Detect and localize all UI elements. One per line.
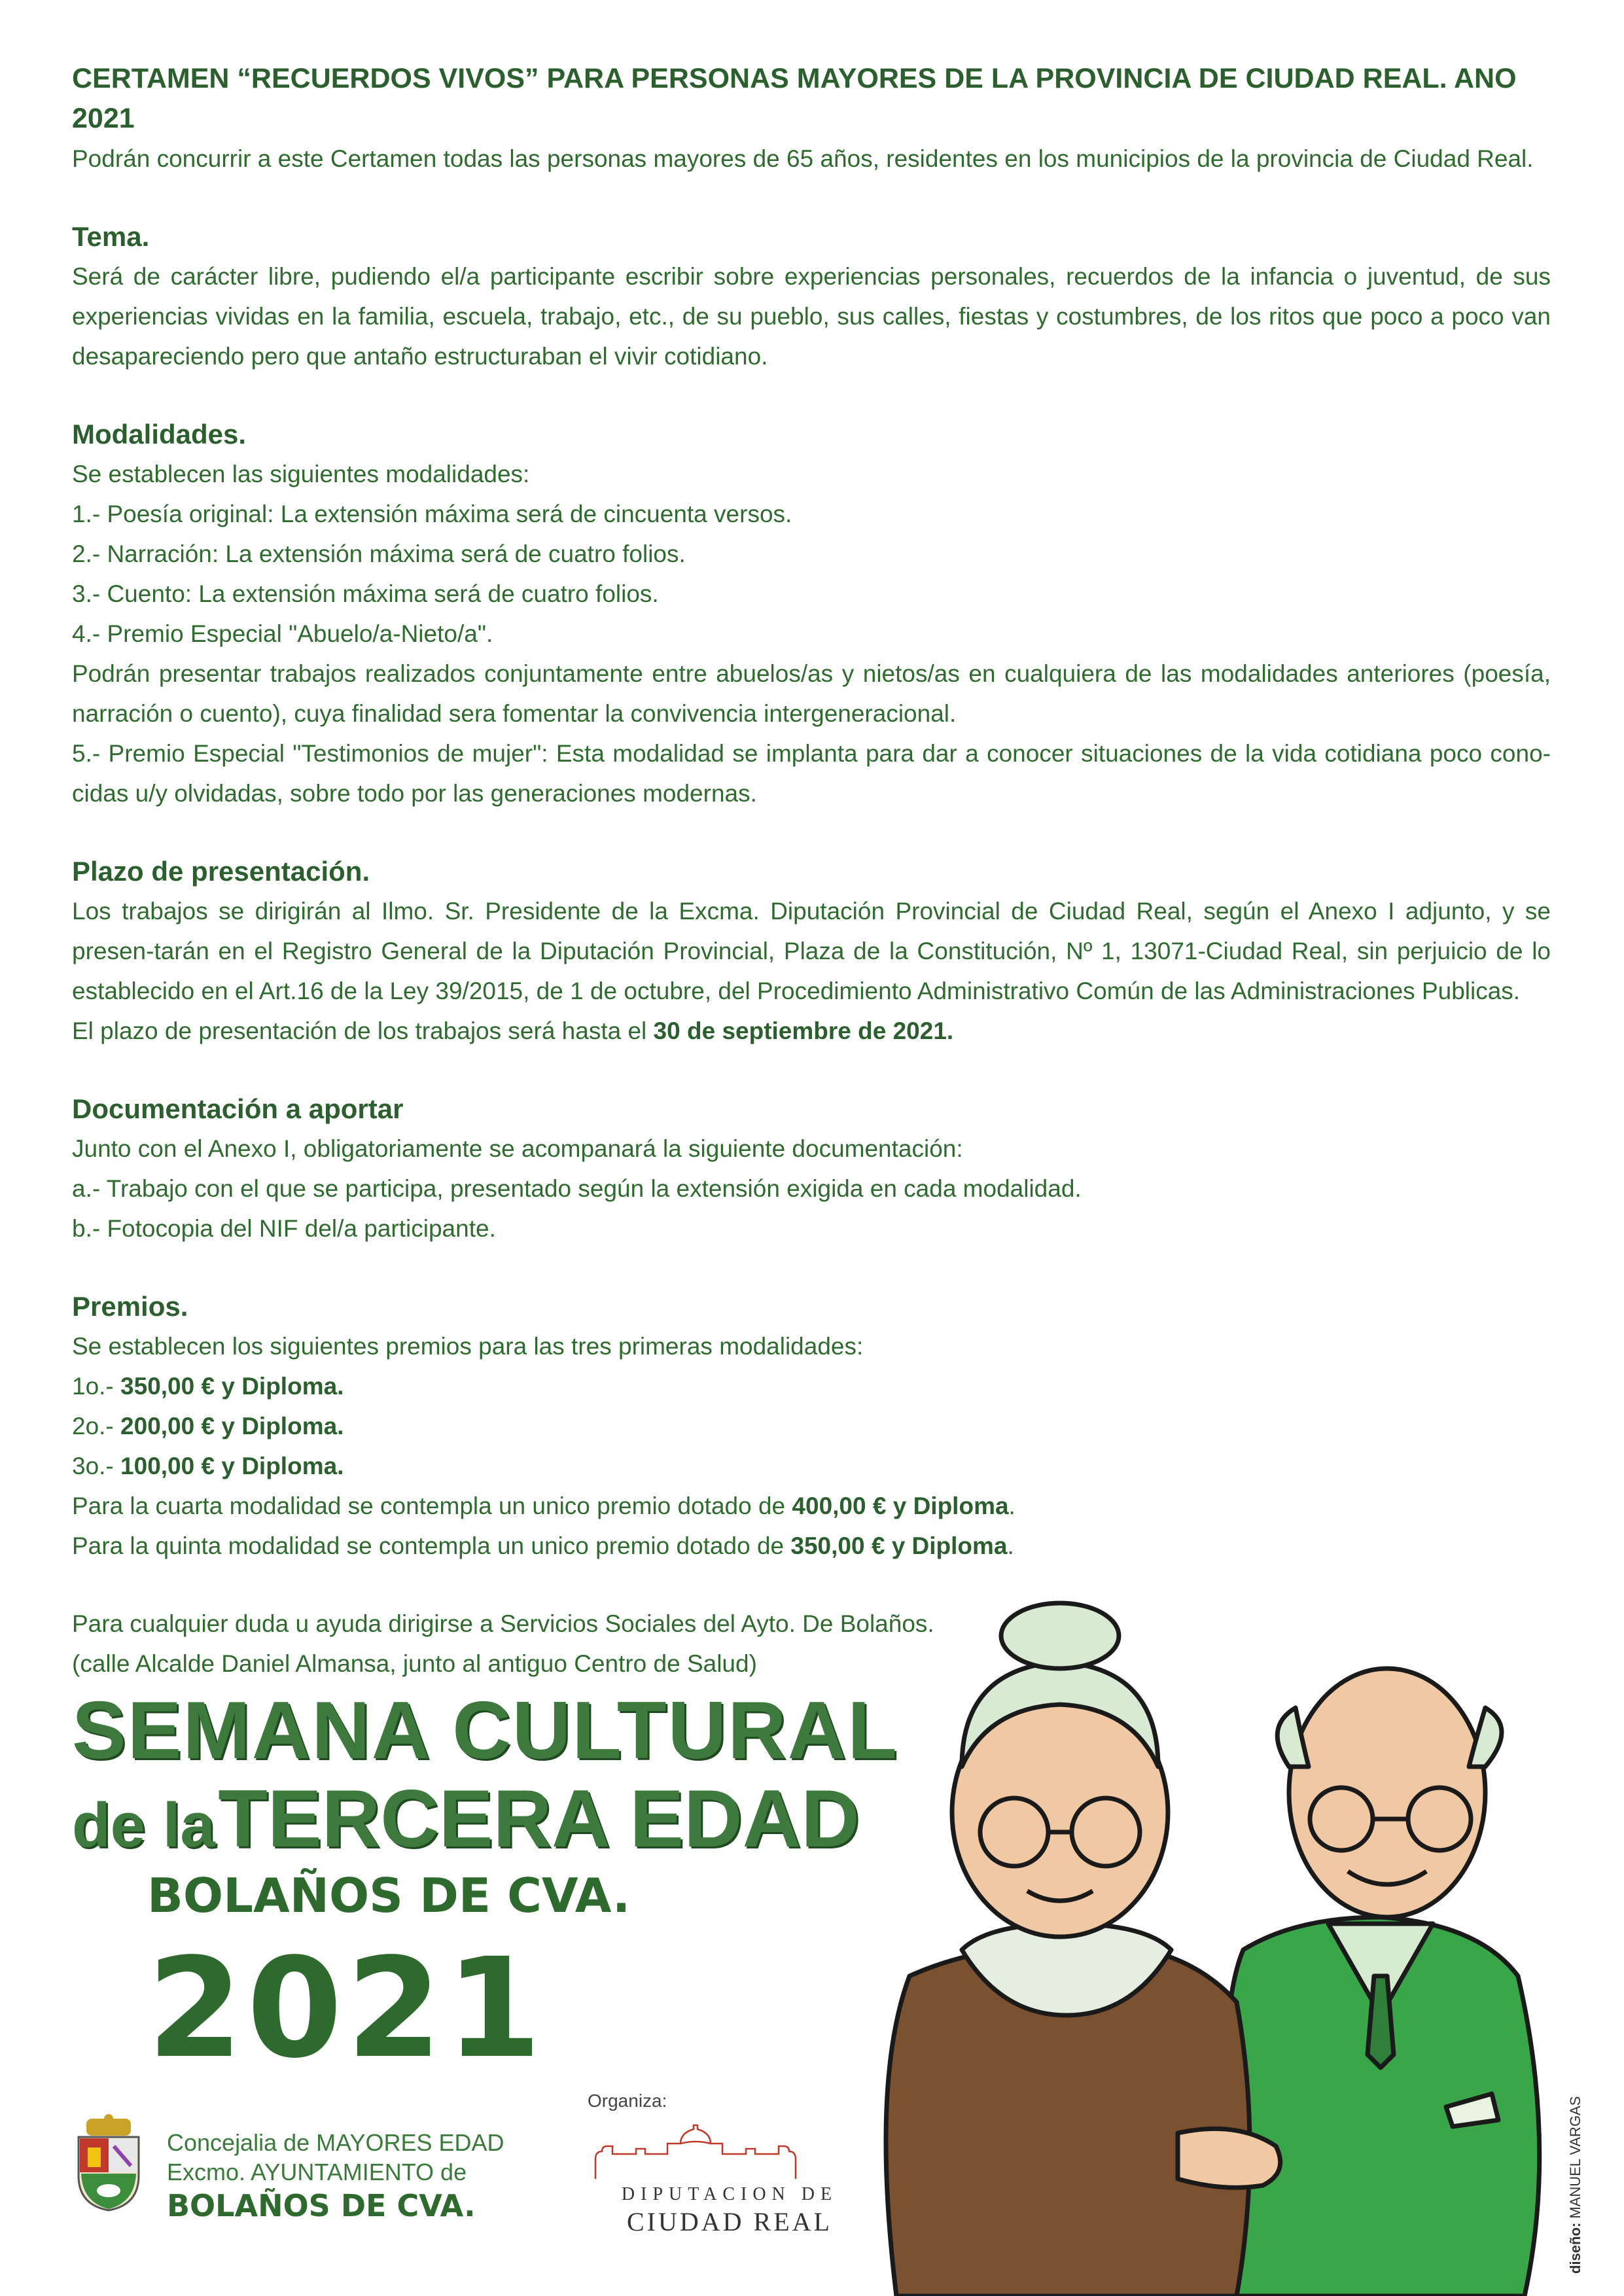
modalidad-item-5: 5.- Premio Especial "Testimonios de mujer": Esta modalidad se implanta para dar a conocer situaciones de la vida cotidiana poco cono-cidas u/y olvidadas, sobre todo por las generaciones modernas. bbox=[72, 740, 1551, 807]
tema-text: Será de carácter libre, pudiendo el/a participante escribir sobre experiencias personales, recuerdos de la infancia o juventud, de sus experiencias vividas en la familia, escuela, trabajo, etc., de su pueblo, sus calles, fiestas y costumbres, de los ritos que poco a poco van desapareciendo pero que antaño estructuraban el vivir cotidiano. bbox=[72, 263, 1551, 370]
event-year: 2021 bbox=[147, 1928, 546, 2089]
documentacion-heading: Documentación a aportar bbox=[72, 1093, 404, 1124]
modalidad-item: 4.- Premio Especial "Abuelo/a-Nieto/a". bbox=[72, 620, 493, 647]
banner-line2-big: TERCERA EDAD bbox=[218, 1774, 860, 1864]
prize-amount: 200,00 € y Diploma. bbox=[120, 1413, 344, 1439]
plazo-heading: Plazo de presentación. bbox=[72, 856, 370, 887]
documentacion-item: a.- Trabajo con el que se participa, presentado según la extensión exigida en cada modalidad. bbox=[72, 1175, 1082, 1202]
town-crest-icon bbox=[72, 2113, 145, 2212]
modalidades-note: Podrán presentar trabajos realizados conjuntamente entre abuelos/as y nietos/as en cualquiera de las modalidades anteriores (poesía, narración o cuento), cuya finalidad sera fomentar la convivencia intergeneracional. bbox=[72, 660, 1551, 727]
credit-prefix: diseño: bbox=[1567, 2222, 1583, 2274]
prize-item bbox=[72, 1446, 1551, 1486]
document-body bbox=[72, 59, 1551, 1684]
plazo-text: Los trabajos se dirigirán al Ilmo. Sr. Presidente de la Excma. Diputación Provincial de Ciudad Real, según el Anexo I adjunto, y se presen-tarán en el Registro General de la Diputación Provincial, Plaza de la Constitución, Nº 1, 13071-Ciudad Real, sin perjuicio de lo establecido en el Art.16 de la Ley 39/2015, de 1 de octubre, del Procedimiento Administrativo Común de las Administraciones Publicas. bbox=[72, 898, 1551, 1004]
organiza-label: Organiza: bbox=[588, 2091, 667, 2111]
elderly-couple-illustration bbox=[870, 1557, 1590, 2296]
concejalia-block bbox=[167, 2128, 504, 2225]
prize-quinta-amount: 350,00 € y Diploma bbox=[790, 1532, 1008, 1559]
prize-rank: 1o.- bbox=[72, 1373, 114, 1400]
tema-heading: Tema. bbox=[72, 221, 150, 252]
prize-amount: 350,00 € y Diploma. bbox=[120, 1373, 344, 1400]
event-banner bbox=[72, 1688, 898, 1890]
premios-heading: Premios. bbox=[72, 1291, 188, 1322]
modalidad-item: 2.- Narración: La extensión máxima será de cuatro folios. bbox=[72, 540, 686, 567]
diputacion-line1: DIPUTACION DE bbox=[621, 2184, 838, 2204]
intro-text: Podrán concurrir a este Certamen todas las personas mayores de 65 años, residentes en los municipios de la provincia de Ciudad Real. bbox=[72, 145, 1534, 172]
contact-address: (calle Alcalde Daniel Almansa, junto al antiguo Centro de Salud) bbox=[72, 1650, 757, 1677]
prize-cuarta-prefix: Para la cuarta modalidad se contempla un unico premio dotado de bbox=[72, 1492, 786, 1519]
prize-amount: 100,00 € y Diploma. bbox=[120, 1453, 344, 1479]
prize-cuarta-amount: 400,00 € y Diploma bbox=[792, 1492, 1009, 1519]
prize-item bbox=[72, 1366, 1551, 1406]
concejalia-line3: BOLAÑOS DE CVA. bbox=[167, 2188, 476, 2223]
contact-line: Para cualquier duda u ayuda dirigirse a Servicios Sociales del Ayto. De Bolaños. bbox=[72, 1610, 934, 1637]
banner-line1: SEMANA CULTURAL bbox=[72, 1686, 898, 1776]
prize-item bbox=[72, 1406, 1551, 1446]
modalidades-heading: Modalidades. bbox=[72, 419, 247, 450]
credit-name: MANUEL VARGAS bbox=[1567, 2096, 1583, 2219]
prize-rank: 2o.- bbox=[72, 1413, 114, 1439]
period: . bbox=[1007, 1532, 1014, 1559]
modalidad-item: 3.- Cuento: La extensión máxima será de cuatro folios. bbox=[72, 580, 659, 607]
prize-quinta-prefix: Para la quinta modalidad se contempla un unico premio dotado de bbox=[72, 1532, 785, 1559]
prize-cuarta bbox=[72, 1486, 1551, 1526]
town-name: BOLAÑOS DE CVA. bbox=[147, 1868, 631, 1923]
concejalia-line1: Concejalia de MAYORES EDAD bbox=[167, 2129, 504, 2156]
premios-intro: Se establecen los siguientes premios para las tres primeras modalidades: bbox=[72, 1333, 864, 1360]
documentacion-item: b.- Fotocopia del NIF del/a participante. bbox=[72, 1215, 496, 1242]
banner-line2-small: de la bbox=[72, 1790, 215, 1860]
concejalia-line2: Excmo. AYUNTAMIENTO de bbox=[167, 2159, 467, 2185]
modalidad-item: 1.- Poesía original: La extensión máxima será de cincuenta versos. bbox=[72, 501, 792, 527]
deadline-date: 30 de septiembre de 2021. bbox=[653, 1017, 954, 1044]
deadline-prefix: El plazo de presentación de los trabajos será hasta el bbox=[72, 1017, 647, 1044]
period: . bbox=[1008, 1492, 1015, 1519]
document-title: CERTAMEN “RECUERDOS VIVOS” PARA PERSONAS MAYORES DE LA PROVINCIA DE CIUDAD REAL. ANO 2021 bbox=[72, 63, 1517, 134]
plazo-deadline bbox=[72, 1011, 1551, 1051]
documentacion-intro: Junto con el Anexo I, obligatoriamente se acompanará la siguiente documentación: bbox=[72, 1135, 963, 1162]
diputacion-line2: CIUDAD REAL bbox=[627, 2207, 832, 2236]
prize-rank: 3o.- bbox=[72, 1453, 114, 1479]
modalidades-intro: Se establecen las siguientes modalidades: bbox=[72, 461, 530, 487]
